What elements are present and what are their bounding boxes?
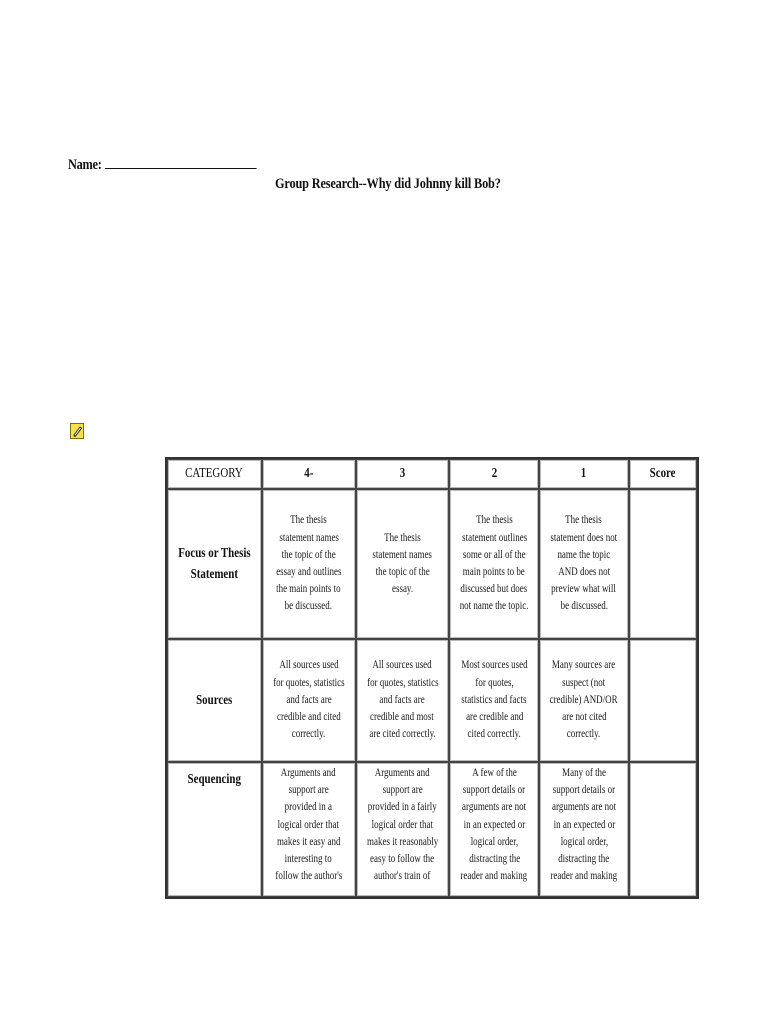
column-header-category: CATEGORY xyxy=(167,459,262,489)
criterion-cell: Most sources used for quotes, statistics and facts are credible and cited correctly. xyxy=(449,639,539,762)
name-label: Name: xyxy=(68,157,102,173)
table-row xyxy=(167,489,697,639)
table-row xyxy=(167,762,697,897)
criterion-cell: Many of the support details or arguments are not in an expected or logical order, distracting the reader and making xyxy=(539,762,628,897)
table-row xyxy=(167,639,697,762)
name-field xyxy=(68,154,257,174)
criterion-cell: The thesis statement names the topic of the essay and outlines the main points to be discussed. xyxy=(262,489,356,639)
criterion-cell: The thesis statement does not name the topic AND does not preview what will be discussed. xyxy=(539,489,628,639)
criterion-cell: The thesis statement names the topic of the essay. xyxy=(356,489,450,639)
criterion-cell: Arguments and support are provided in a fairly logical order that makes it reasonably easy to follow the author's train of xyxy=(356,762,450,897)
column-header-3: 3 xyxy=(356,459,450,489)
score-cell[interactable] xyxy=(629,639,697,762)
score-cell[interactable] xyxy=(629,762,697,897)
criterion-cell: All sources used for quotes, statistics and facts are credible and cited correctly. xyxy=(262,639,356,762)
pencil-note-icon[interactable] xyxy=(70,423,84,439)
column-header-2: 2 xyxy=(449,459,539,489)
category-cell: Focus or Thesis Statement xyxy=(167,489,262,639)
criterion-cell: Many sources are suspect (not credible) AND/OR are not cited correctly. xyxy=(539,639,628,762)
category-cell: Sequencing xyxy=(167,762,262,897)
criterion-cell: A few of the support details or arguments are not in an expected or logical order, distracting the reader and making xyxy=(449,762,539,897)
category-cell: Sources xyxy=(167,639,262,762)
criterion-cell: The thesis statement outlines some or all of the main points to be discussed but does not name the topic. xyxy=(449,489,539,639)
rubric-header-row xyxy=(167,459,697,489)
document-title: Group Research--Why did Johnny kill Bob? xyxy=(275,176,501,192)
column-header-4: 4- xyxy=(262,459,356,489)
rubric-table xyxy=(165,457,699,899)
criterion-cell: All sources used for quotes, statistics and facts are credible and most are cited correctly. xyxy=(356,639,450,762)
column-header-score: Score xyxy=(629,459,697,489)
name-blank-line[interactable] xyxy=(105,154,257,169)
score-cell[interactable] xyxy=(629,489,697,639)
criterion-cell: Arguments and support are provided in a logical order that makes it easy and interesting to follow the author's xyxy=(262,762,356,897)
column-header-1: 1 xyxy=(539,459,628,489)
